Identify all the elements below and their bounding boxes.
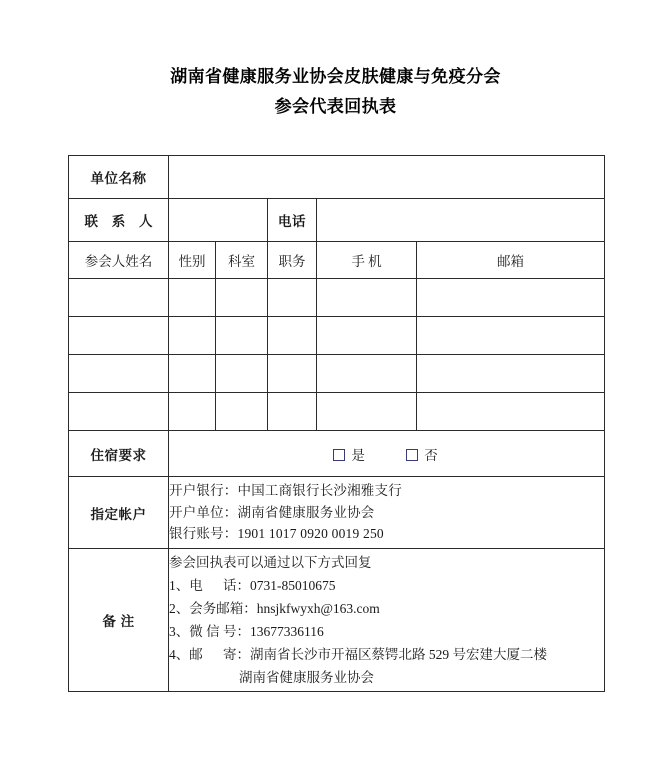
- account-number-line: 银行账号：1901 1017 0920 0019 250: [169, 526, 384, 542]
- column-header-name: 参会人姓名: [69, 242, 169, 279]
- cell-mobile[interactable]: [317, 279, 417, 317]
- cell-name[interactable]: [69, 317, 169, 355]
- accommodation-no-label: 否: [424, 447, 440, 463]
- remarks-item-email: 2、会务邮箱：hnsjkfwyxh@163.com: [169, 601, 380, 616]
- row-designated-account: [69, 477, 605, 549]
- cell-department[interactable]: [216, 279, 268, 317]
- cell-email[interactable]: [417, 355, 605, 393]
- cell-email[interactable]: [417, 317, 605, 355]
- cell-gender[interactable]: [169, 355, 216, 393]
- registration-form-table: [68, 155, 605, 692]
- cell-gender[interactable]: [169, 393, 216, 431]
- remarks-item-wechat: 3、微 信 号：13677336116: [169, 624, 324, 639]
- account-holder-line: 开户单位：湖南省健康服务业协会: [169, 504, 375, 520]
- cell-department[interactable]: [216, 355, 268, 393]
- row-remarks: [69, 549, 605, 692]
- remarks-intro: 参会回执表可以通过以下方式回复: [169, 555, 372, 570]
- column-header-gender: 性别: [169, 242, 216, 279]
- cell-email[interactable]: [417, 393, 605, 431]
- cell-name[interactable]: [69, 279, 169, 317]
- accommodation-option-yes[interactable]: [333, 444, 367, 464]
- checkbox-icon[interactable]: [406, 449, 418, 461]
- accommodation-label: 住宿要求: [69, 431, 169, 477]
- table-row: [69, 355, 605, 393]
- cell-department[interactable]: [216, 317, 268, 355]
- cell-position[interactable]: [268, 279, 317, 317]
- unit-name-label: 单位名称: [69, 156, 169, 199]
- remarks-item-mail-continued: 湖南省健康服务业协会: [239, 670, 374, 685]
- row-column-headers: [69, 242, 605, 279]
- table-row: [69, 317, 605, 355]
- document-title: [0, 62, 671, 122]
- cell-email[interactable]: [417, 279, 605, 317]
- accommodation-yes-label: 是: [351, 447, 367, 463]
- cell-mobile[interactable]: [317, 355, 417, 393]
- cell-name[interactable]: [69, 393, 169, 431]
- contact-person-label: 联 系 人: [69, 199, 169, 242]
- column-header-position: 职务: [268, 242, 317, 279]
- row-contact: [69, 199, 605, 242]
- phone-input-cell[interactable]: [317, 199, 605, 242]
- column-header-mobile: 手 机: [317, 242, 417, 279]
- remarks-item-mail: 4、邮 寄：湖南省长沙市开福区蔡锷北路 529 号宏建大厦二楼: [169, 647, 547, 662]
- account-bank-line: 开户银行：中国工商银行长沙湘雅支行: [169, 483, 402, 499]
- column-header-department: 科室: [216, 242, 268, 279]
- cell-position[interactable]: [268, 317, 317, 355]
- cell-position[interactable]: [268, 355, 317, 393]
- row-unit-name: [69, 156, 605, 199]
- checkbox-icon[interactable]: [333, 449, 345, 461]
- accommodation-option-no[interactable]: [406, 444, 440, 464]
- cell-department[interactable]: [216, 393, 268, 431]
- table-row: [69, 393, 605, 431]
- accommodation-options-cell: [169, 431, 605, 477]
- account-details-cell: [169, 477, 605, 549]
- contact-person-input-cell[interactable]: [169, 199, 268, 242]
- remarks-item-phone: 1、电 话：0731-85010675: [169, 578, 336, 593]
- cell-position[interactable]: [268, 393, 317, 431]
- cell-mobile[interactable]: [317, 317, 417, 355]
- phone-label: 电话: [268, 199, 317, 242]
- cell-mobile[interactable]: [317, 393, 417, 431]
- unit-name-input-cell[interactable]: [169, 156, 605, 199]
- cell-name[interactable]: [69, 355, 169, 393]
- remarks-content-cell: [169, 549, 605, 692]
- account-label: 指定帐户: [69, 477, 169, 549]
- cell-gender[interactable]: [169, 279, 216, 317]
- remarks-label: 备 注: [69, 549, 169, 692]
- title-line-2: 参会代表回执表: [274, 97, 397, 116]
- table-row: [69, 279, 605, 317]
- title-line-1: 湖南省健康服务业协会皮肤健康与免疫分会: [170, 67, 501, 86]
- row-accommodation: [69, 431, 605, 477]
- column-header-email: 邮箱: [417, 242, 605, 279]
- cell-gender[interactable]: [169, 317, 216, 355]
